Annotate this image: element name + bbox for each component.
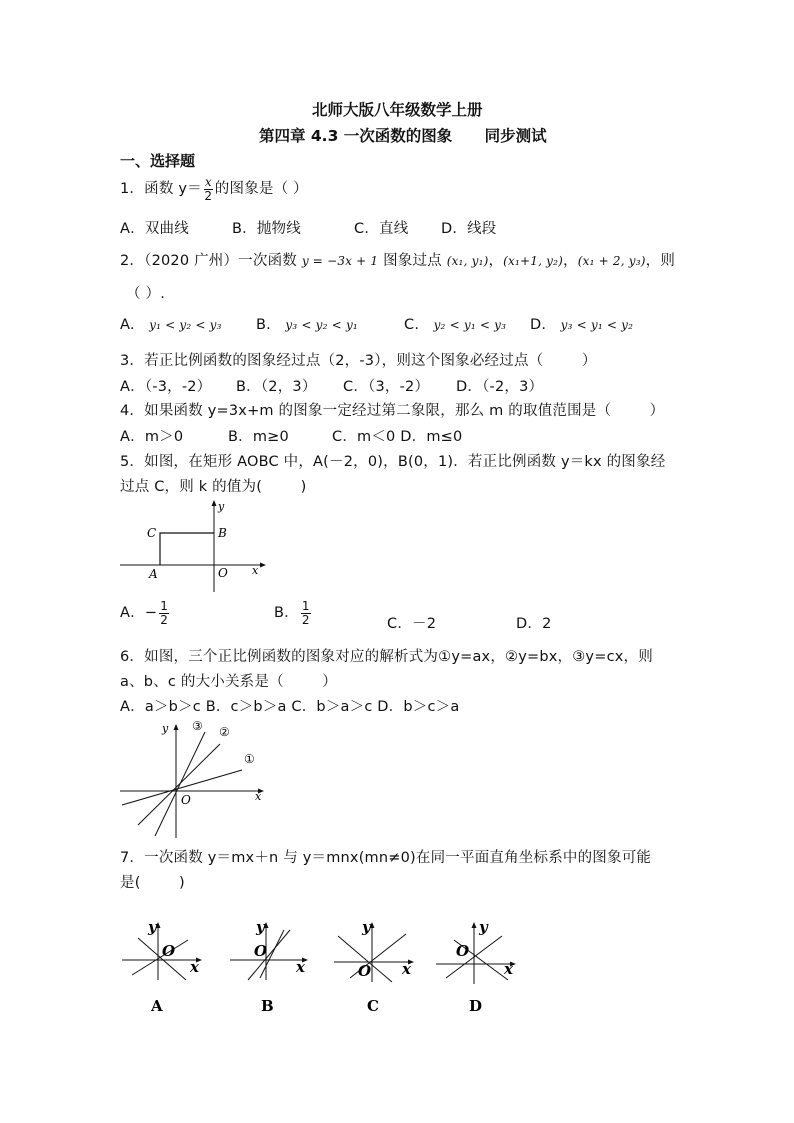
q7-graph-b [226, 918, 316, 1018]
q5-option-a-fraction [159, 600, 169, 626]
q2-sep-1: ， [488, 253, 504, 269]
q2-option-a [120, 317, 222, 333]
q4-option-c: C．m＜0 D．m≤0 [332, 429, 463, 445]
question-1 [120, 176, 308, 202]
question-4: 4．如果函数 y=3x+m 的图象一定经过第二象限，那么 m 的取值范围是（ ） [120, 403, 665, 419]
question-7-line-2: 是( ) [120, 875, 185, 891]
q5-option-b-fraction [301, 600, 311, 626]
q6-label-y: y [162, 722, 169, 735]
q3-option-d: D．（-2，3） [456, 379, 544, 395]
q5-option-b-den: 2 [301, 612, 310, 627]
q7c-label-y: y [362, 918, 371, 936]
q2-option-d-label: D. [530, 317, 547, 333]
q6-label-x: x [255, 790, 262, 803]
q7b-label: B [261, 997, 274, 1015]
q6-label-line-2: ② [219, 725, 230, 739]
doc-title: 北师大版八年级数学上册 [312, 101, 483, 119]
question-3: 3．若正比例函数的图象经过点（2，-3），则这个图象必经过点（ ） [120, 353, 597, 369]
q2-text-c: ，则 [645, 253, 676, 269]
question-5-line-2: 过点 C，则 k 的值为( ) [120, 479, 307, 495]
q7a-label-o: O [162, 942, 176, 960]
doc-subtitle: 第四章 4.3 一次函数的图象 同步测试 [259, 127, 547, 145]
q5-label-c: C [147, 526, 157, 540]
q2-answer-blank: （ ）. [126, 286, 166, 302]
q6-label-line-1: ① [244, 752, 255, 766]
q5-label-b: B [218, 526, 227, 540]
q5-figure [118, 498, 268, 594]
q7d-label-y: y [479, 918, 488, 936]
q2-function: y = −3x + 1 [301, 254, 379, 268]
q7b-label-y: y [256, 918, 265, 936]
q2-option-c-math: y₂ < y₁ < y₃ [433, 318, 507, 332]
q5-option-a-sign: − [144, 605, 158, 622]
q2-option-d [530, 317, 633, 333]
question-2 [120, 249, 675, 270]
q6-line-2 [138, 744, 220, 825]
section-heading: 一、选择题 [120, 152, 196, 170]
q6-figure [118, 716, 270, 840]
q1-frac-num: x [204, 175, 212, 189]
q5-label-o: O [218, 566, 228, 580]
q5-option-b-label: B． [274, 605, 299, 622]
q2-point-1: (x₁, y₁) [446, 254, 489, 268]
q3-option-c: C．（3，-2） [343, 379, 430, 395]
q1-suffix: 的图象是（ ） [214, 181, 308, 198]
q5-option-c-label: C． [387, 616, 413, 632]
q5-label-y: y [218, 500, 225, 513]
q5-option-d-text: 2 [542, 616, 552, 632]
q1-prefix: 1．函数 y＝ [120, 181, 202, 198]
q2-option-b [256, 317, 358, 333]
q7-graph-c [332, 918, 422, 1018]
q5-label-x: x [252, 564, 259, 577]
q7b-label-o: O [254, 942, 268, 960]
q2-option-a-math: y₁ < y₂ < y₃ [149, 318, 222, 332]
q7c-label-x: x [402, 960, 411, 978]
q2-text-b: 图象过点 [383, 253, 442, 269]
q7c-label: C [367, 997, 379, 1015]
q7a-label-x: x [190, 958, 199, 976]
q4-option-b: B．m≥0 [228, 429, 289, 445]
q5-option-b [274, 600, 313, 626]
q3-option-a: A．（-3，-2） [120, 379, 212, 395]
q7-graph-a [118, 918, 208, 1018]
q2-point-3: (x₁ + 2, y₃) [577, 254, 646, 268]
q2-option-c [404, 317, 506, 333]
q1-frac-den: 2 [204, 188, 213, 203]
q2-option-b-label: B. [256, 317, 271, 333]
q6-y-arrow [174, 724, 179, 730]
question-7-line-1: 7．一次函数 y＝mx＋n 与 y＝mnx(mn≠0)在同一平面直角坐标系中的图象可能 [120, 850, 652, 866]
q5-option-a-label: A． [120, 605, 145, 622]
q5-option-d-label: D． [516, 616, 543, 632]
q7b-label-x: x [296, 958, 305, 976]
question-6-line-2: a、b、c 的大小关系是（ ） [120, 674, 337, 690]
q7d-label-x: x [504, 960, 513, 978]
q2-text-a: 2．（2020 广州）一次函数 [120, 253, 297, 269]
q4-option-a: A．m＞0 [120, 429, 184, 445]
q5-option-b-num: 1 [301, 599, 310, 613]
q2-sep-2: ， [563, 253, 578, 269]
q5-option-c-text: －2 [412, 616, 437, 632]
q5-rectangle [160, 533, 214, 565]
q2-option-a-label: A. [120, 317, 135, 333]
q5-x-arrow [260, 563, 266, 568]
question-6-line-1: 6．如图，三个正比例函数的图象对应的解析式为①y=ax，②y=bx，③y=cx，则 [120, 649, 653, 665]
q5-option-a [120, 600, 171, 626]
q7a-label-y: y [148, 918, 157, 936]
q2-option-b-math: y₃ < y₂ < y₁ [285, 318, 358, 332]
q7a-label: A [151, 997, 163, 1015]
q6-label-line-3: ③ [192, 719, 203, 733]
q6-line-3 [155, 732, 205, 836]
q7c-label-o: O [358, 962, 372, 980]
q2-option-d-math: y₃ < y₁ < y₂ [560, 318, 634, 332]
q1-fraction [204, 176, 213, 202]
q7d-label-o: O [456, 942, 470, 960]
q7-graph-d [434, 918, 524, 1018]
q5-y-arrow [212, 500, 217, 506]
q1-option-a: A．双曲线 [120, 221, 189, 237]
q1-option-c: C．直线 [354, 221, 409, 237]
q2-option-c-label: C. [404, 317, 420, 333]
q5-option-d [516, 612, 552, 633]
q7d-label: D [469, 997, 483, 1015]
q5-option-c [387, 612, 436, 633]
q3-option-b: B．（2，3） [236, 379, 317, 395]
q5-option-a-den: 2 [160, 612, 169, 627]
q6-label-o: O [181, 793, 191, 807]
q5-option-a-num: 1 [160, 599, 169, 613]
q5-label-a: A [149, 567, 158, 581]
q2-point-2: (x₁+1, y₂) [503, 254, 564, 268]
q1-option-d: D．线段 [441, 221, 497, 237]
q7d-y-arrow [472, 922, 477, 928]
q6-options: A．a＞b＞c B．c＞b＞a C．b＞a＞c D．b＞c＞a [120, 699, 460, 715]
question-5-line-1: 5．如图，在矩形 AOBC 中，A(－2，0)，B(0，1)．若正比例函数 y＝kx 的图象经 [120, 454, 666, 470]
q1-option-b: B．抛物线 [232, 221, 301, 237]
